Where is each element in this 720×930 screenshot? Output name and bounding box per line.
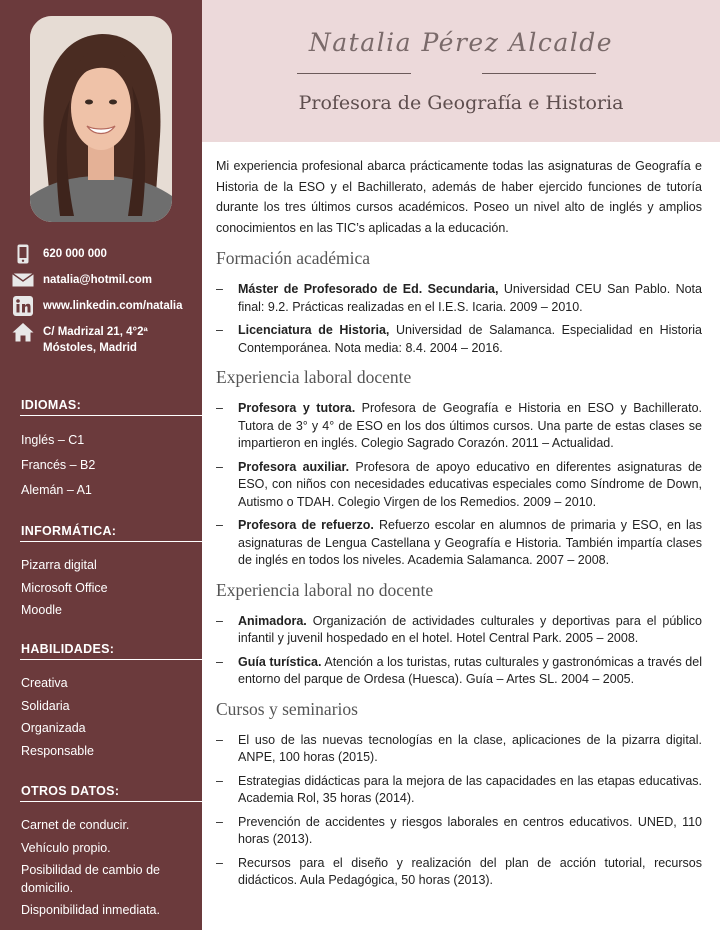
entry-text: Atención a los turistas, rutas culturales y gastronómicas a través del entorno del parque de Ordesa (Huesca). Guía – Artes SL. 2004 – 2005. — [238, 654, 702, 686]
non-teaching-entry — [216, 613, 702, 648]
other-data-item: Posibilidad de cambio de domicilio. — [21, 863, 160, 895]
entry-title: Profesora y tutora. — [238, 401, 356, 415]
course-entry — [216, 773, 702, 808]
entry-title: Guía turística. — [238, 654, 322, 669]
linkedin-icon — [12, 296, 34, 316]
header-divider-right — [482, 73, 596, 74]
bullet-dash: – — [216, 282, 223, 296]
computing-title: INFORMÁTICA: — [20, 524, 202, 542]
language-item: Inglés – C1 — [21, 433, 85, 447]
entry-title: Profesora auxiliar. — [238, 459, 350, 474]
skills-title: HABILIDADES: — [20, 642, 202, 660]
other-data-item: Disponibilidad inmediata. — [21, 903, 160, 917]
candidate-name: Natalia Pérez Alcalde — [308, 28, 614, 57]
contact-linkedin — [12, 296, 202, 322]
phone-icon — [12, 244, 34, 264]
entry-title: Profesora de refuerzo. — [238, 518, 374, 532]
email-link[interactable]: natalia@hotmil.com — [43, 274, 152, 286]
teaching-entry — [216, 517, 702, 570]
education-heading: Formación académica — [216, 248, 371, 268]
computing-item: Microsoft Office — [21, 580, 108, 595]
bullet-dash: – — [216, 518, 223, 532]
bullet-dash: – — [216, 855, 223, 870]
bullet-dash: – — [216, 732, 223, 747]
non-teaching-experience-heading: Experiencia laboral no docente — [216, 579, 434, 600]
header-banner — [202, 0, 720, 142]
entry-title: Animadora. — [238, 613, 307, 628]
teaching-experience-heading: Experiencia laboral docente — [216, 367, 412, 387]
bullet-dash: – — [216, 773, 223, 788]
linkedin-link[interactable]: www.linkedin.com/natalia — [43, 300, 183, 312]
computing-item: Moodle — [21, 603, 62, 617]
other-data-title: OTROS DATOS: — [20, 784, 202, 802]
address-line-2: Móstoles, Madrid — [43, 342, 137, 354]
email-icon — [12, 270, 34, 290]
bullet-dash: – — [216, 654, 223, 669]
education-entry — [216, 322, 702, 357]
skill-item: Responsable — [21, 743, 94, 758]
skills-section — [20, 642, 202, 762]
home-icon — [12, 322, 34, 342]
entry-text: Estrategias didácticas para la mejora de las capacidades en las etapas educativas. Academia Rol, 35 horas (2014). — [238, 773, 702, 805]
entry-text: Organización de actividades culturales y deportivas para el público infantil y juvenil hospedado en el hotel. Hotel Central Park. 2005 – 2008. — [238, 613, 702, 645]
computing-section — [20, 524, 202, 622]
other-data-item: Vehículo propio. — [21, 840, 111, 855]
address-line-1: C/ Madrizal 21, 4°2ª — [43, 326, 148, 338]
bullet-dash: – — [216, 401, 223, 415]
teaching-entry — [216, 459, 702, 512]
sidebar — [0, 0, 202, 930]
contact-email — [12, 270, 202, 296]
non-teaching-entry — [216, 654, 702, 689]
header-divider-left — [297, 73, 411, 74]
courses-heading: Cursos y seminarios — [216, 698, 358, 719]
teaching-entry — [216, 400, 702, 453]
entry-title: Licenciatura de Historia, — [238, 323, 390, 337]
job-title: Profesora de Geografía e Historia — [298, 92, 624, 114]
address — [43, 322, 148, 356]
entry-text: Refuerzo escolar en alumnos de primaria y ESO, en las asignaturas de Lengua Castellana y Geografía e Historia. También impartía clases de inglés en todos los niveles. Academia Salamanca. 2007 – 2008. — [238, 518, 702, 567]
contact-phone — [12, 244, 202, 270]
entry-text: El uso de las nuevas tecnologías en la clase, aplicaciones de la pizarra digital. ANPE, 100 horas (2015). — [238, 732, 702, 764]
other-data-item: Carnet de conducir. — [21, 818, 130, 832]
course-entry — [216, 855, 702, 890]
entry-text: Prevención de accidentes y riesgos laborales en centros educativos. UNED, 110 horas (2013). — [238, 814, 702, 846]
skill-item: Creativa — [21, 676, 68, 690]
main-content — [216, 156, 702, 896]
bullet-dash: – — [216, 459, 223, 474]
entry-text: Profesora de apoyo educativo en diferentes asignaturas de ESO, con niños con necesidades educativas especiales como Síndrome de Down, Autismo o TDAH. Colegio Virgen de los Remedios. 2009 – 2010. — [238, 459, 702, 509]
profile-summary: Mi experiencia profesional abarca prácticamente todas las asignaturas de Geografía e Historia de la ESO y el Bachillerato, además de haber ejercido funciones de tutoría durante los tres últimos cursos académicos. Poseo un nivel alto de inglés y amplios conocimientos en las TIC’s aplicadas a la educación. — [216, 159, 702, 235]
other-data-section — [20, 784, 202, 922]
course-entry — [216, 732, 702, 767]
course-entry — [216, 814, 702, 849]
language-item: Alemán – A1 — [21, 483, 92, 497]
computing-item: Pizarra digital — [21, 558, 97, 572]
skill-item: Organizada — [21, 721, 86, 735]
entry-text: Profesora de Geografía e Historia en ESO y Bachillerato. Tutora de 3° y 4° de ESO en los dos últimos cursos. Una parte de estas clases se impartieron en inglés. Colegio Sagrado Corazón. 2011 – Actualidad. — [238, 401, 702, 450]
entry-text: Recursos para el diseño y realización del plan de acción tutorial, recursos didácticos. Aula Pedagógica, 50 horas (2013). — [238, 855, 702, 887]
education-entry — [216, 281, 702, 316]
contact-block — [12, 244, 202, 362]
profile-photo — [30, 16, 172, 222]
bullet-dash: – — [216, 613, 223, 628]
languages-section — [20, 398, 202, 503]
entry-text: Universidad CEU San Pablo. Nota final: 9.2. Prácticas realizadas en el I.E.S. Icaria. 2009 – 2010. — [238, 282, 702, 314]
phone-number: 620 000 000 — [43, 248, 107, 260]
bullet-dash: – — [216, 323, 223, 337]
contact-address — [12, 322, 202, 362]
languages-title: IDIOMAS: — [20, 398, 202, 416]
entry-text: Universidad de Salamanca. Especialidad en Historia Contemporánea. Nota media: 8.4. 2004 – 2016. — [238, 323, 702, 355]
entry-title: Máster de Profesorado de Ed. Secundaria, — [238, 282, 499, 296]
bullet-dash: – — [216, 814, 223, 829]
language-item: Francés – B2 — [21, 458, 96, 472]
skill-item: Solidaria — [21, 698, 70, 713]
